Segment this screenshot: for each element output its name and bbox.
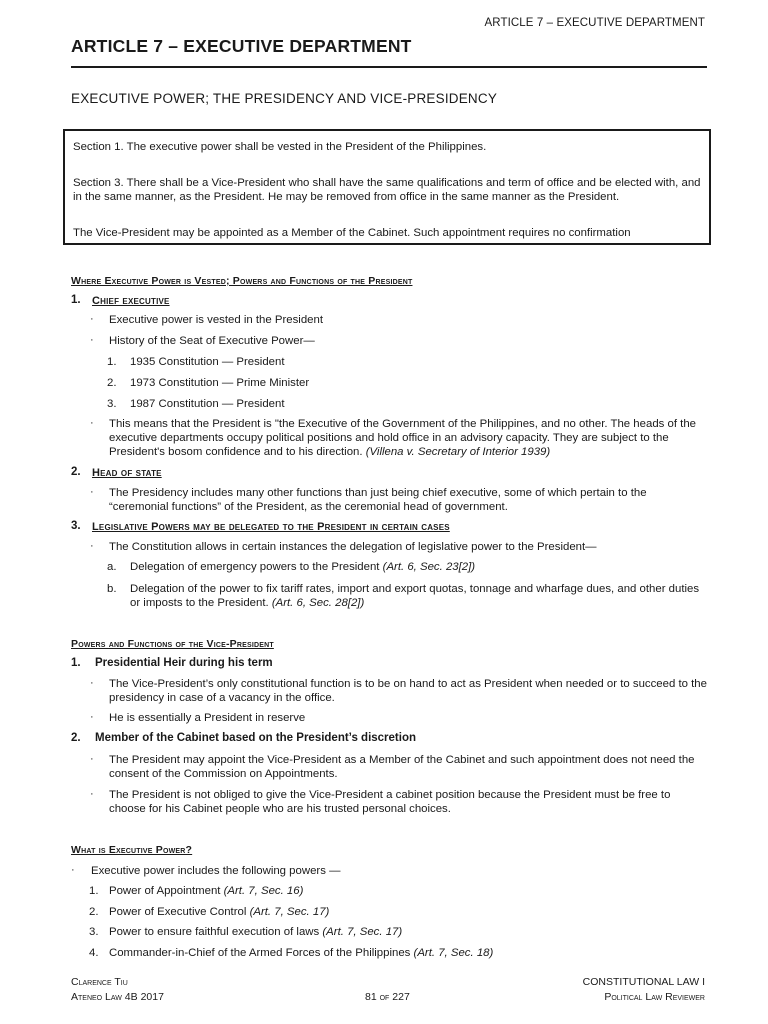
list-number: 3.	[71, 520, 81, 532]
list-item: Commander-in-Chief of the Armed Forces of the Philippines (Art. 7, Sec. 18)	[109, 947, 494, 959]
heading-chief-executive: Chief executive	[92, 295, 170, 307]
list-letter: a.	[107, 561, 117, 573]
footer-school: Ateneo Law 4B 2017	[71, 991, 164, 1003]
heading-head-of-state: Head of state	[92, 467, 162, 479]
list-item: 1973 Constitution — Prime Minister	[130, 377, 310, 389]
list-item: The President is not obliged to give the Vice-President a cabinet position because the President must be free to choose for his Cabinet people who are his trusted personal choices.	[109, 789, 671, 815]
bullet: ·	[71, 864, 75, 876]
list-item: He is essentially a President in reserve	[109, 712, 306, 724]
bullet: ·	[90, 788, 94, 800]
bullet: ·	[90, 711, 94, 723]
bullet: ·	[90, 486, 94, 498]
footer-author: Clarence Tiu	[71, 976, 128, 988]
list-item: Power of Appointment (Art. 7, Sec. 16)	[109, 885, 304, 897]
list-item: This means that the President is "the Executive of the Government of the Philippines, and no other. The heads of the executive departments occupy political positions and hold office in an advisory capacity. They are subject to the President's bosom confidence and to his direction. (Villena v. Secretary of Interior 1939)	[109, 418, 697, 458]
list-number: 2.	[71, 466, 81, 478]
heading-presidential-heir: Presidential Heir during his term	[95, 657, 273, 669]
section-subtitle: EXECUTIVE POWER; THE PRESIDENCY AND VICE-PRESIDENCY	[71, 91, 498, 106]
list-number: 1.	[107, 356, 117, 368]
heading-what-is-executive-power: What is Executive Power?	[71, 844, 193, 856]
section-1-text: Section 1. The executive power shall be vested in the President of the Philippines.	[73, 141, 487, 153]
list-number: 3.	[107, 398, 117, 410]
list-number: 4.	[89, 947, 99, 959]
list-number: 2.	[89, 906, 99, 918]
bullet: ·	[90, 540, 94, 552]
footer-reviewer: Political Law Reviewer	[604, 991, 705, 1003]
list-item: Delegation of emergency powers to the President (Art. 6, Sec. 23[2])	[130, 561, 476, 573]
list-item: 1987 Constitution — President	[130, 398, 285, 410]
list-item: History of the Seat of Executive Power—	[109, 335, 315, 347]
footer-course: CONSTITUTIONAL LAW I	[582, 976, 705, 988]
list-item: Delegation of the power to fix tariff rates, import and export quotas, tonnage and wharfage dues, and other duties or imposts to the President. (Art. 6, Sec. 28[2])	[130, 583, 700, 609]
list-item: The Constitution allows in certain instances the delegation of legislative power to the President—	[109, 541, 597, 553]
constitution-text-box	[63, 129, 711, 245]
vp-cabinet-text: The Vice-President may be appointed as a Member of the Cabinet. Such appointment requires no confirmation	[73, 227, 631, 239]
bullet: ·	[90, 753, 94, 765]
list-number: 2.	[71, 732, 81, 744]
list-number: 2.	[107, 377, 117, 389]
heading-executive-power-vested: Where Executive Power is Vested; Powers and Functions of the President	[71, 275, 413, 287]
heading-member-of-cabinet: Member of the Cabinet based on the President’s discretion	[95, 732, 416, 744]
bullet: ·	[90, 677, 94, 689]
list-item: The Vice-President’s only constitutional function is to be on hand to act as President when needed or to succeed to the presidency in case of a vacancy in the office.	[109, 678, 707, 704]
heading-legislative-powers: Legislative Powers may be delegated to the President in certain cases	[92, 521, 450, 533]
list-item: Executive power includes the following powers —	[91, 865, 341, 877]
list-number: 1.	[71, 657, 81, 669]
list-item: Power of Executive Control (Art. 7, Sec. 17)	[109, 906, 330, 918]
list-letter: b.	[107, 583, 117, 595]
bullet: ·	[90, 417, 94, 429]
heading-vp-powers: Powers and Functions of the Vice-President	[71, 638, 274, 650]
list-item: The President may appoint the Vice-President as a Member of the Cabinet and such appointment does not need the consent of the Commission on Appointments.	[109, 754, 695, 780]
list-number: 1.	[71, 294, 81, 306]
page-number: 81 of 227	[365, 991, 410, 1003]
list-item: Executive power is vested in the President	[109, 314, 324, 326]
title-divider	[71, 66, 707, 68]
list-number: 1.	[89, 885, 99, 897]
bullet: ·	[90, 334, 94, 346]
list-item: Power to ensure faithful execution of laws (Art. 7, Sec. 17)	[109, 926, 403, 938]
section-3-text: Section 3. There shall be a Vice-President who shall have the same qualifications and term of office and be elected with, and in the same manner, as the President. He may be removed from office in the same manner as the President.	[73, 177, 701, 203]
page-title: ARTICLE 7 – EXECUTIVE DEPARTMENT	[71, 36, 412, 56]
bullet: ·	[90, 313, 94, 325]
list-number: 3.	[89, 926, 99, 938]
running-head: ARTICLE 7 – EXECUTIVE DEPARTMENT	[484, 17, 705, 29]
list-item: The Presidency includes many other functions than just being chief executive, some of which pertain to the “ceremonial functions” of the President, as the ceremonial head of government.	[109, 487, 647, 513]
list-item: 1935 Constitution — President	[130, 356, 285, 368]
